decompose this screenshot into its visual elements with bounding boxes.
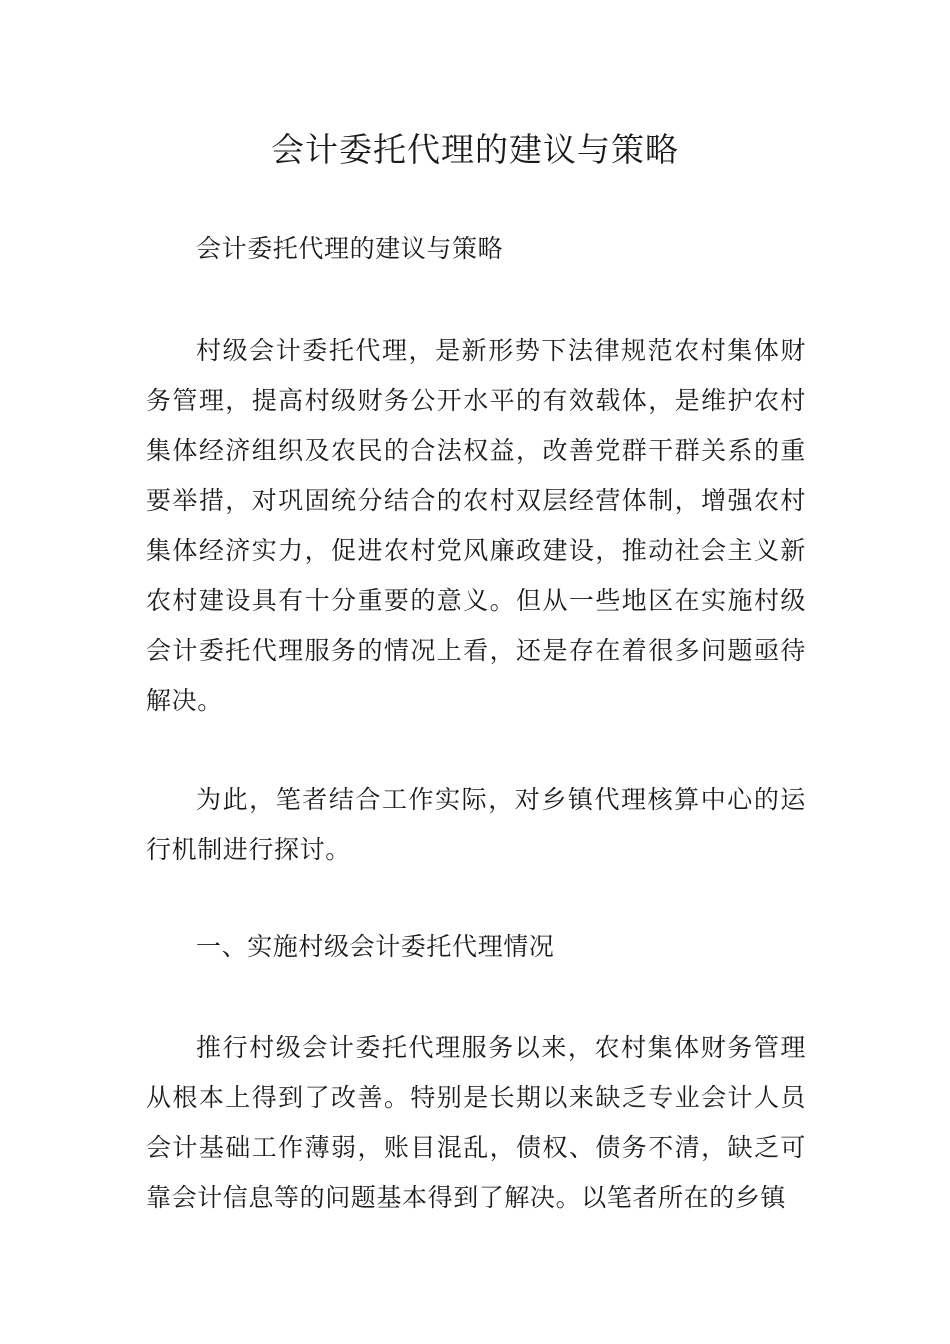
intro-paragraph: 村级会计委托代理，是新形势下法律规范农村集体财务管理，提高村级财务公开水平的有效载体，是维护农村集体经济组织及农民的合法权益，改善党群干群关系的重要举措，对巩固统分结合的农村双层经营体制，增强农村集体经济实力，促进农村党风廉政建设，推动社会主义新农村建设具有十分重要的意义。但从一些地区在实施村级会计委托代理服务的情况上看，还是存在着很多问题亟待解决。 [146,336,806,715]
section-1-body-paragraph: 推行村级会计委托代理服务以来，农村集体财务管理从根本上得到了改善。特别是长期以来缺乏专业会计人员会计基础工作薄弱，账目混乱，债权、债务不清，缺乏可靠会计信息等的问题基本得到了解决。以笔者所在的乡镇 [146,1033,806,1212]
document-title: 会计委托代理的建议与策略 [271,130,679,169]
section-heading-1: 一、实施村级会计委托代理情况 [196,932,555,961]
purpose-paragraph: 为此，笔者结合工作实际，对乡镇代理核算中心的运行机制进行探讨。 [146,785,806,864]
subtitle-paragraph: 会计委托代理的建议与策略 [196,234,504,263]
